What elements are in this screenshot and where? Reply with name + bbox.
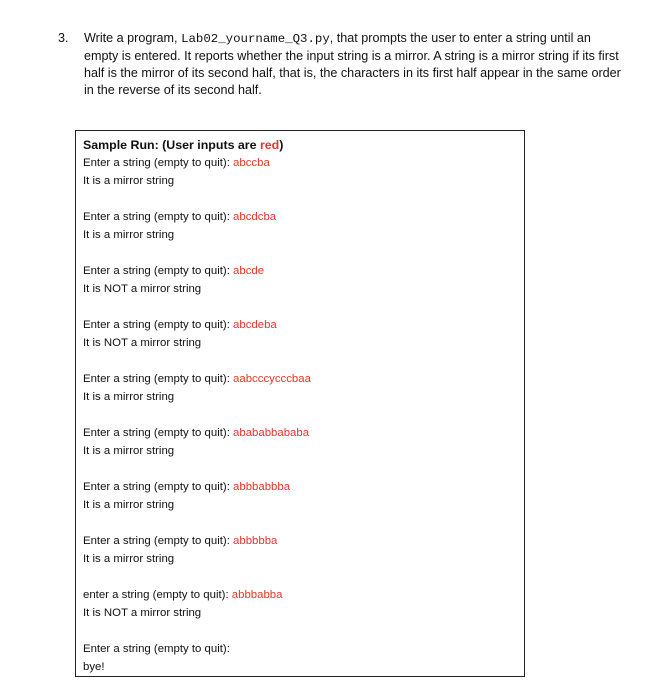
prompt-line bbox=[83, 532, 517, 550]
result-line: It is NOT a mirror string bbox=[83, 283, 202, 295]
sample-run-box bbox=[75, 130, 525, 677]
user-input-text: abbbabba bbox=[231, 589, 283, 601]
prompt-line bbox=[83, 586, 517, 604]
sample-run-entry bbox=[83, 370, 517, 406]
question-description: , that prompts the user to enter a string until an empty is entered. It reports whether the input string is a mirror. A string is a mirror string if its first half is the mirror of its second half, that is, the characters in its first half appear in the same order in the reverse of its second half. bbox=[84, 31, 621, 97]
sample-run-entry bbox=[83, 532, 517, 568]
prompt-line bbox=[83, 478, 517, 496]
question-number: 3. bbox=[58, 31, 69, 45]
sample-title-suffix: ) bbox=[279, 138, 284, 152]
sample-run-entry bbox=[83, 262, 517, 298]
prompt-text: Enter a string (empty to quit): bbox=[83, 265, 234, 277]
result-line: It is a mirror string bbox=[83, 445, 175, 457]
sample-run-entry bbox=[83, 424, 517, 460]
prompt-line bbox=[83, 640, 517, 658]
user-input-text: abababbababa bbox=[233, 427, 310, 439]
program-filename: Lab02_yourname_Q3.py bbox=[181, 32, 330, 46]
prompt-text: Enter a string (empty to quit): bbox=[83, 643, 230, 655]
result-line: It is NOT a mirror string bbox=[83, 607, 202, 619]
prompt-line bbox=[83, 208, 517, 226]
question-3 bbox=[58, 30, 623, 99]
user-input-text: aabcccycccbaa bbox=[233, 373, 311, 385]
sample-run-entry bbox=[83, 586, 517, 622]
result-line: bye! bbox=[83, 661, 105, 673]
sample-title-red: red bbox=[259, 138, 280, 152]
question-intro: Write a program, bbox=[84, 31, 182, 45]
prompt-line bbox=[83, 316, 517, 334]
sample-run-entry bbox=[83, 478, 517, 514]
user-input-text: abcdeba bbox=[233, 319, 277, 331]
prompt-text: Enter a string (empty to quit): bbox=[83, 427, 234, 439]
prompt-line bbox=[83, 370, 517, 388]
user-input-text: abbbbba bbox=[233, 535, 278, 547]
sample-run-entry bbox=[83, 640, 517, 676]
prompt-line bbox=[83, 424, 517, 442]
prompt-text: Enter a string (empty to quit): bbox=[83, 481, 234, 493]
prompt-line bbox=[83, 154, 517, 172]
prompt-text: enter a string (empty to quit): bbox=[83, 589, 232, 601]
user-input-text: abccba bbox=[233, 157, 270, 169]
prompt-text: Enter a string (empty to quit): bbox=[83, 157, 234, 169]
prompt-text: Enter a string (empty to quit): bbox=[83, 319, 234, 331]
prompt-line bbox=[83, 262, 517, 280]
result-line: It is a mirror string bbox=[83, 499, 175, 511]
prompt-text: Enter a string (empty to quit): bbox=[83, 373, 234, 385]
result-line: It is NOT a mirror string bbox=[83, 337, 202, 349]
user-input-text: abcdcba bbox=[233, 211, 277, 223]
question-text bbox=[84, 30, 623, 99]
result-line: It is a mirror string bbox=[83, 553, 175, 565]
sample-run-entry bbox=[83, 208, 517, 244]
user-input-text: abcde bbox=[233, 265, 265, 277]
result-line: It is a mirror string bbox=[83, 175, 175, 187]
sample-run-entry bbox=[83, 316, 517, 352]
sample-run-entry bbox=[83, 154, 517, 190]
sample-runs-list bbox=[83, 154, 517, 676]
result-line: It is a mirror string bbox=[83, 391, 175, 403]
result-line: It is a mirror string bbox=[83, 229, 175, 241]
prompt-text: Enter a string (empty to quit): bbox=[83, 211, 234, 223]
sample-title-prefix: Sample Run: (User inputs are bbox=[83, 138, 260, 152]
sample-run-title bbox=[83, 137, 517, 154]
prompt-text: Enter a string (empty to quit): bbox=[83, 535, 234, 547]
user-input-text: abbbabbba bbox=[233, 481, 291, 493]
